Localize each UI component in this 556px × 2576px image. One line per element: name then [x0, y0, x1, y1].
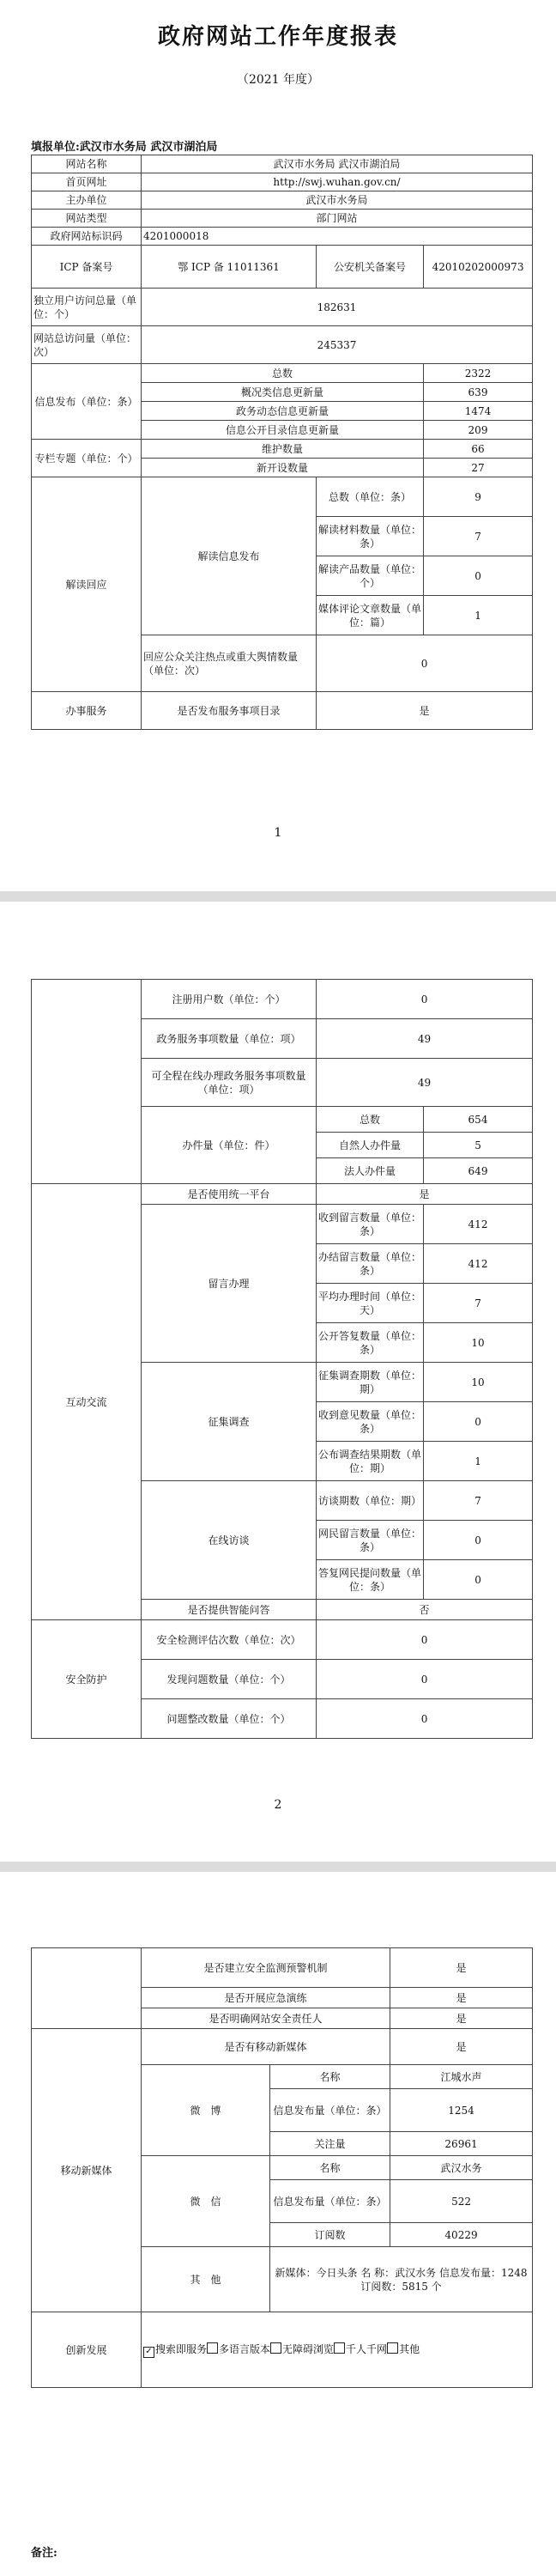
interact-group-label: 互动交流 — [32, 1184, 142, 1620]
checkbox-icon[interactable] — [334, 2342, 345, 2354]
innovation-option[interactable]: 无障碍浏览 — [270, 2343, 334, 2355]
site-name: 武汉市水务局 武汉市湖泊局 — [142, 155, 533, 173]
msg-recv: 412 — [424, 1205, 533, 1244]
police-label: 公安机关备案号 — [317, 246, 424, 289]
service-online-label: 可全程在线办理政务服务事项数量（单位：项） — [142, 1059, 317, 1107]
reporting-unit: 填报单位:武汉市水务局 武汉市湖泊局 — [31, 141, 218, 154]
pv-value: 245337 — [142, 326, 533, 364]
msg-done: 412 — [424, 1244, 533, 1284]
wechat-posts-label: 信息发布量（单位：条） — [270, 2180, 390, 2223]
wechat-name: 武汉水务 — [390, 2156, 533, 2180]
info-overview-label: 概况类信息更新量 — [142, 383, 424, 402]
fixed-value: 0 — [317, 1699, 533, 1739]
innovation-option[interactable]: 其他 — [387, 2343, 420, 2355]
gov-id-label: 政府网站标识码 — [32, 228, 142, 246]
checkbox-icon[interactable] — [387, 2342, 398, 2354]
mobile-has-label: 是否有移动新媒体 — [142, 2029, 390, 2065]
gov-id: 4201000018 — [142, 228, 533, 246]
interpret-total: 9 — [424, 477, 533, 517]
innovation-option[interactable]: ✓ 搜索即服务 — [143, 2343, 207, 2355]
service-items: 49 — [317, 1019, 533, 1059]
interpret-hot-label: 回应公众关注热点或重大舆情数量（单位：次） — [142, 635, 317, 692]
table-page-1 — [31, 155, 533, 730]
report-title: 政府网站工作年度报表 — [157, 24, 398, 50]
service-catalog-label: 是否发布服务事项目录 — [142, 692, 317, 730]
interpret-total-label: 总数（单位：条） — [317, 477, 424, 517]
page-number-2: 2 — [274, 1798, 282, 1812]
wechat-subs-label: 订阅数 — [270, 2223, 390, 2247]
talk-msg-label: 网民留言数量（单位：条） — [317, 1521, 424, 1560]
info-group-label: 信息发布（单位：条） — [32, 364, 142, 440]
survey-result-label: 公布调查结果期数（单位：期） — [317, 1442, 424, 1481]
found-label: 发现问题数量（单位：个） — [142, 1660, 317, 1699]
icp-number: 鄂 ICP 备 11011361 — [142, 246, 317, 289]
service-catalog: 是 — [317, 692, 533, 730]
check-mark: ✓ — [145, 2346, 153, 2356]
service-users: 0 — [317, 980, 533, 1019]
security-group-label: 安全防护 — [32, 1620, 142, 1739]
interpret-product-label: 解读产品数量（单位：个） — [317, 556, 424, 596]
handle-total-label: 总数 — [317, 1107, 424, 1133]
service-group-label: 办事服务 — [32, 692, 142, 730]
sponsor-label: 主办单位 — [32, 191, 142, 210]
fixed-label: 问题整改数量（单位：个） — [142, 1699, 317, 1739]
site-type-label: 网站类型 — [32, 210, 142, 228]
column-maintain: 66 — [424, 440, 533, 459]
drill-label: 是否开展应急演练 — [142, 1988, 390, 2008]
handle-person: 5 — [424, 1133, 533, 1158]
checkbox-icon[interactable] — [143, 2347, 154, 2358]
survey-count: 10 — [424, 1363, 533, 1402]
owner-label: 是否明确网站安全责任人 — [142, 2008, 390, 2029]
info-affairs-label: 政务动态信息更新量 — [142, 402, 424, 421]
wechat-subs: 40229 — [390, 2223, 533, 2247]
drill-value: 是 — [390, 1988, 533, 2008]
interpret-group-label: 解读回应 — [32, 477, 142, 692]
interpret-media: 1 — [424, 596, 533, 635]
interpret-product: 0 — [424, 556, 533, 596]
monitor-label: 是否建立安全监测预警机制 — [142, 1948, 390, 1988]
column-new: 27 — [424, 459, 533, 477]
wechat-label: 微 信 — [142, 2156, 270, 2247]
talk-msg: 0 — [424, 1521, 533, 1560]
mobile-group-label: 移动新媒体 — [32, 2029, 142, 2312]
talk-reply-label: 答复网民提问数量（单位：条） — [317, 1560, 424, 1600]
home-url-label: 首页网址 — [32, 173, 142, 191]
platform-label: 是否使用统一平台 — [142, 1184, 317, 1205]
interpret-material: 7 — [424, 517, 533, 556]
msg-recv-label: 收到留言数量（单位：条） — [317, 1205, 424, 1244]
home-url: http://swj.wuhan.gov.cn/ — [142, 173, 533, 191]
police-number: 42010202000973 — [424, 246, 533, 289]
talk-count: 7 — [424, 1481, 533, 1521]
msg-avg-label: 平均办理时间（单位：天） — [317, 1284, 424, 1323]
page-separator — [0, 891, 556, 902]
detect-value: 0 — [317, 1620, 533, 1660]
service-group-cont — [32, 980, 142, 1184]
survey-result: 1 — [424, 1442, 533, 1481]
weibo-follow: 26961 — [390, 2132, 533, 2156]
survey-count-label: 征集调查期数（单位：期） — [317, 1363, 424, 1402]
checkbox-icon[interactable] — [207, 2342, 218, 2354]
report-year: （2021 年度） — [236, 73, 320, 87]
handle-total: 654 — [424, 1107, 533, 1133]
column-maintain-label: 维护数量 — [142, 440, 424, 459]
wechat-posts: 522 — [390, 2180, 533, 2223]
talk-count-label: 访谈期数（单位：期） — [317, 1481, 424, 1521]
survey-label: 征集调查 — [142, 1363, 317, 1481]
column-new-label: 新开设数量 — [142, 459, 424, 477]
msg-public-label: 公开答复数量（单位：条） — [317, 1323, 424, 1363]
uv-value: 182631 — [142, 289, 533, 326]
handle-person-label: 自然人办件量 — [317, 1133, 424, 1158]
talk-reply: 0 — [424, 1560, 533, 1600]
weibo-name: 江城水声 — [390, 2065, 533, 2089]
service-handle-label: 办件量（单位：件） — [142, 1107, 317, 1184]
interpret-hot: 0 — [317, 635, 533, 692]
platform-value: 是 — [317, 1184, 533, 1205]
uv-label: 独立用户访问总量（单位：个） — [32, 289, 142, 326]
info-total-label: 总数 — [142, 364, 424, 383]
innovation-option[interactable]: 千人千网 — [334, 2343, 387, 2355]
service-online: 49 — [317, 1059, 533, 1107]
column-group-label: 专栏专题（单位：个） — [32, 440, 142, 477]
sponsor: 武汉市水务局 — [142, 191, 533, 210]
weibo-posts: 1254 — [390, 2089, 533, 2132]
interpret-material-label: 解读材料数量（单位：条） — [317, 517, 424, 556]
page-number-1: 1 — [274, 826, 282, 840]
weibo-label: 微 博 — [142, 2065, 270, 2156]
smart-value: 否 — [317, 1600, 533, 1620]
found-value: 0 — [317, 1660, 533, 1699]
other-media: 新媒体：今日头条 名 称：武汉水务 信息发布量：1248 订阅数：5815 个 — [270, 2247, 533, 2312]
owner-value: 是 — [390, 2008, 533, 2029]
survey-opinion-label: 收到意见数量（单位：条） — [317, 1402, 424, 1442]
innovation-option[interactable]: 多语言版本 — [207, 2343, 270, 2355]
wechat-name-label: 名称 — [270, 2156, 390, 2180]
table-page-3 — [31, 1947, 533, 2388]
pv-label: 网站总访问量（单位：次） — [32, 326, 142, 364]
msg-label: 留言办理 — [142, 1205, 317, 1363]
security-group-cont — [32, 1948, 142, 2029]
msg-public: 10 — [424, 1323, 533, 1363]
handle-legal: 649 — [424, 1158, 533, 1184]
detect-label: 安全检测评估次数（单位：次） — [142, 1620, 317, 1660]
other-media-label: 其 他 — [142, 2247, 270, 2312]
handle-legal-label: 法人办件量 — [317, 1158, 424, 1184]
info-affairs: 1474 — [424, 402, 533, 421]
survey-opinion: 0 — [424, 1402, 533, 1442]
innovation-group-label: 创新发展 — [32, 2312, 142, 2388]
talk-label: 在线访谈 — [142, 1481, 317, 1600]
msg-done-label: 办结留言数量（单位：条） — [317, 1244, 424, 1284]
msg-avg: 7 — [424, 1284, 533, 1323]
weibo-follow-label: 关注量 — [270, 2132, 390, 2156]
icp-label: ICP 备案号 — [32, 246, 142, 289]
table-page-2 — [31, 979, 533, 1739]
info-catalog-label: 信息公开目录信息更新量 — [142, 421, 424, 440]
page-separator-2 — [0, 1862, 556, 1872]
monitor-value: 是 — [390, 1948, 533, 1988]
interpret-publish-label: 解读信息发布 — [142, 477, 317, 635]
note-label: 备注: — [31, 2547, 57, 2560]
info-overview: 639 — [424, 383, 533, 402]
weibo-name-label: 名称 — [270, 2065, 390, 2089]
innovation-options — [142, 2312, 533, 2388]
site-type: 部门网站 — [142, 210, 533, 228]
smart-label: 是否提供智能问答 — [142, 1600, 317, 1620]
service-items-label: 政务服务事项数量（单位：项） — [142, 1019, 317, 1059]
checkbox-icon[interactable] — [270, 2342, 281, 2354]
service-users-label: 注册用户数（单位：个） — [142, 980, 317, 1019]
site-name-label: 网站名称 — [32, 155, 142, 173]
weibo-posts-label: 信息发布量（单位：条） — [270, 2089, 390, 2132]
info-catalog: 209 — [424, 421, 533, 440]
interpret-media-label: 媒体评论文章数量（单位：篇） — [317, 596, 424, 635]
info-total: 2322 — [424, 364, 533, 383]
mobile-has: 是 — [390, 2029, 533, 2065]
